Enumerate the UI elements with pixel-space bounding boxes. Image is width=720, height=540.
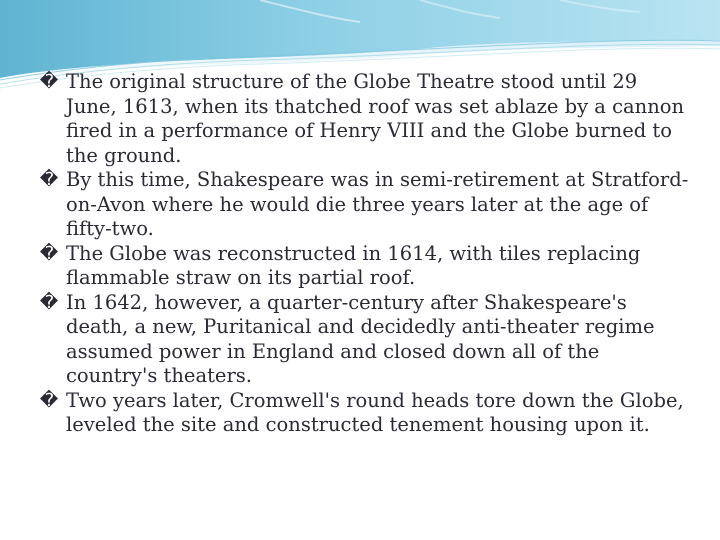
bullet-marker-icon: � — [39, 291, 59, 313]
bullet-text: By this time, Shakespeare was in semi-retirement at Stratford-on-Avon where he would die three years later at the age of fifty-two. — [66, 168, 689, 240]
bullet-item — [39, 241, 694, 291]
bullet-marker-icon: � — [39, 389, 59, 411]
bullet-text: The Globe was reconstructed in 1614, with tiles replacing flammable straw on its partial roof. — [66, 241, 641, 289]
bullet-text: In 1642, however, a quarter-century after Shakespeare's death, a new, Puritanical and decidedly anti-theater regime assumed power in England and closed down all of the country's theaters. — [66, 290, 655, 387]
bullet-marker-icon: � — [39, 242, 59, 264]
bullet-item — [39, 168, 694, 242]
bullet-item — [39, 70, 694, 168]
bullet-item — [39, 388, 694, 438]
bullet-marker-icon: � — [39, 169, 59, 190]
bullet-text: The original structure of the Globe Theatre stood until 29 June, 1613, when its thatched roof was set ablaze by a cannon fired in a performance of Henry VIII and the Globe burned to the ground. — [66, 70, 685, 167]
slide-body — [39, 70, 694, 520]
bullet-text: Two years later, Cromwell's round heads tore down the Globe, leveled the site and constructed tenement housing upon it. — [66, 388, 684, 436]
bullet-marker-icon: � — [39, 71, 59, 92]
bullet-item — [39, 290, 694, 389]
